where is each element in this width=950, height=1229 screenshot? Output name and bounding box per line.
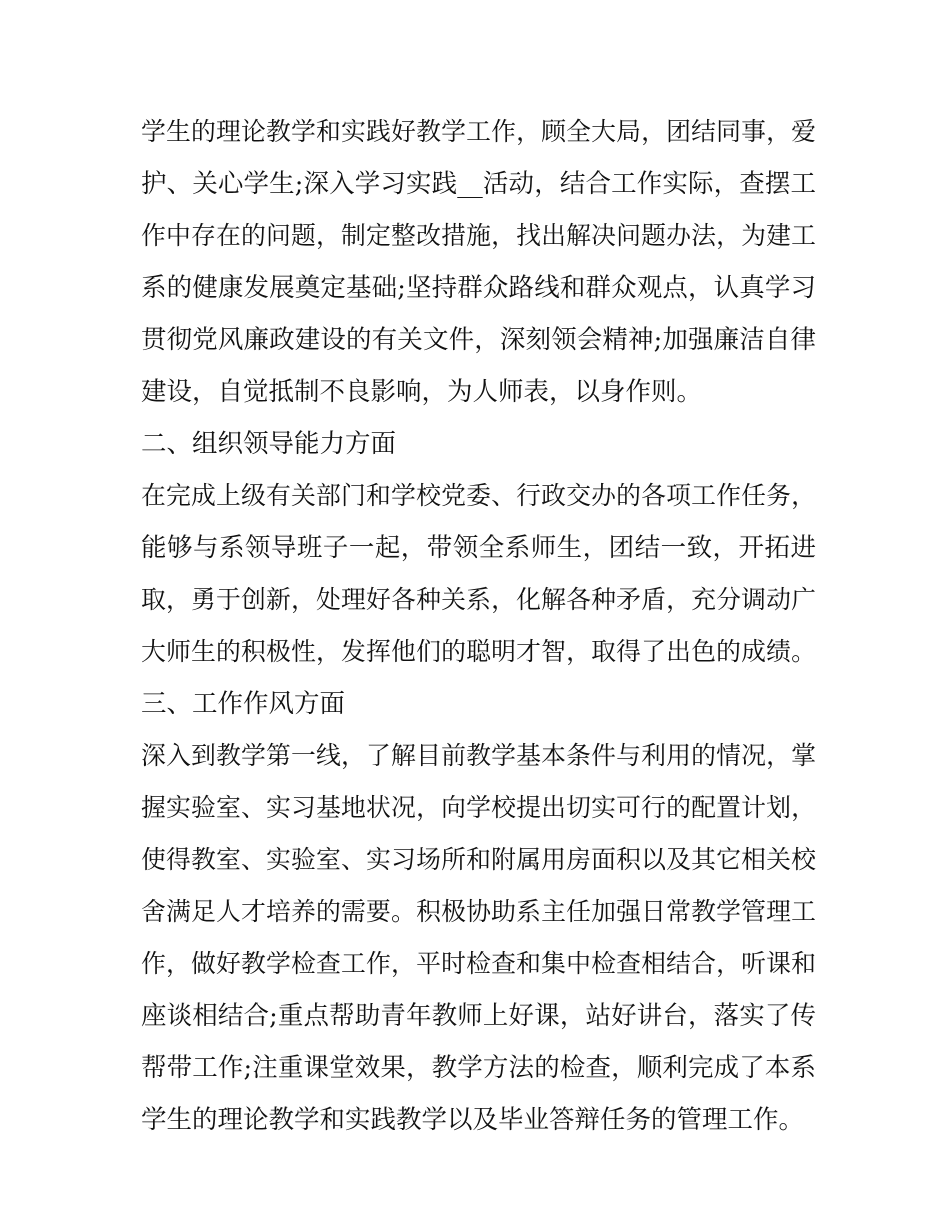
text-line: 使得教室、实验室、实习场所和附属用房面积以及其它相关校	[141, 845, 816, 874]
text-line: 学生的理论教学和实践教学以及毕业答辩任务的管理工作。	[141, 1105, 805, 1135]
text-line: 帮带工作;注重课堂效果，教学方法的检查，顺利完成了本系	[141, 1053, 816, 1083]
text-line: 深入到教学第一线，了解目前教学基本条件与利用的情况，掌	[141, 741, 816, 770]
text-line: 在完成上级有关部门和学校党委、行政交办的各项工作任务，	[141, 481, 816, 510]
text-line: 舍满足人才培养的需要。积极协助系主任加强日常教学管理工	[141, 897, 816, 926]
text-line: 系的健康发展奠定基础;坚持群众路线和群众观点，认真学习	[141, 273, 816, 303]
section-heading: 二、组织领导能力方面	[141, 429, 397, 459]
text-line: 作，做好教学检查工作，平时检查和集中检查相结合，听课和	[141, 949, 816, 978]
text-line: 取，勇于创新，处理好各种关系，化解各种矛盾，充分调动广	[141, 585, 816, 614]
text-line: 作中存在的问题，制定整改措施，找出解决问题办法，为建工	[141, 221, 816, 250]
text-line: 护、关心学生;深入学习实践__活动，结合工作实际，查摆工	[141, 169, 816, 199]
document-body	[141, 106, 816, 1146]
text-line: 大师生的积极性，发挥他们的聪明才智，取得了出色的成绩。	[141, 637, 816, 666]
text-line: 建设，自觉抵制不良影响，为人师表，以身作则。	[141, 377, 703, 407]
text-line: 贯彻党风廉政建设的有关文件，深刻领会精神;加强廉洁自律	[141, 325, 816, 355]
text-line: 学生的理论教学和实践好教学工作，顾全大局，团结同事，爱	[141, 117, 816, 146]
section-heading: 三、工作作风方面	[141, 689, 346, 719]
text-line: 能够与系领导班子一起，带领全系师生，团结一致，开拓进	[141, 533, 816, 563]
text-line: 握实验室、实习基地状况，向学校提出切实可行的配置计划，	[141, 793, 816, 822]
text-line: 座谈相结合;重点帮助青年教师上好课，站好讲台，落实了传	[141, 1001, 816, 1031]
